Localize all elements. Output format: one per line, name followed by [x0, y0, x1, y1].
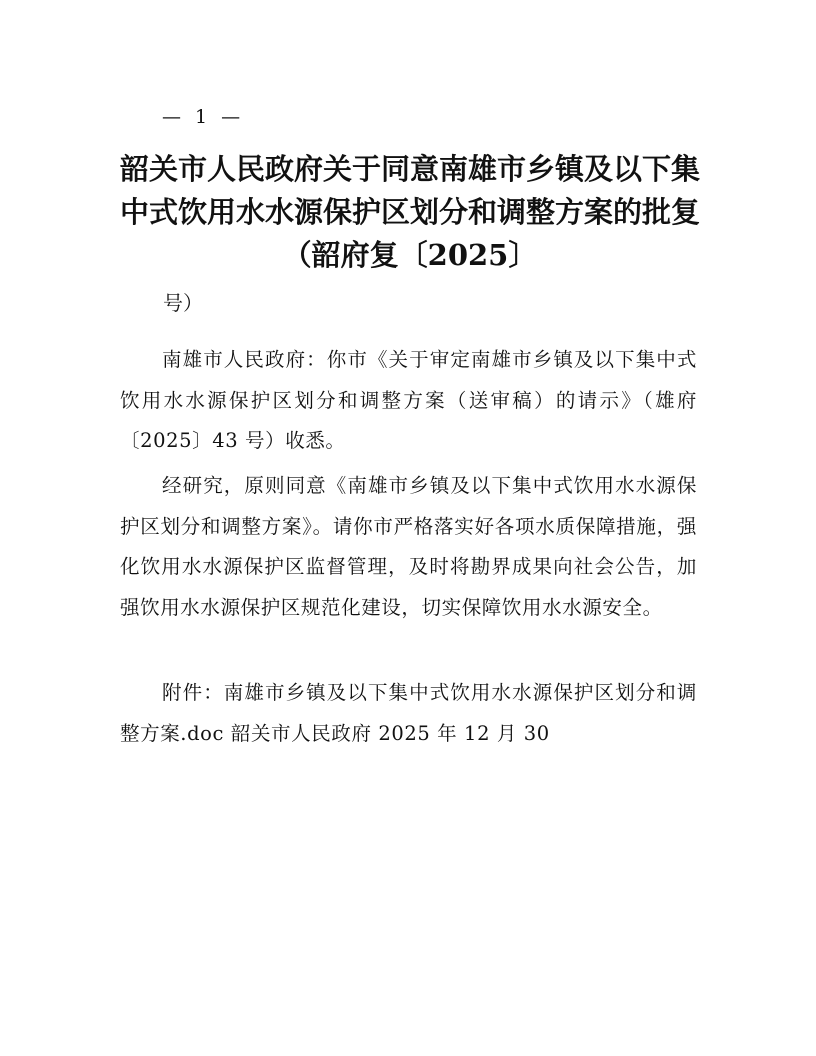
paragraph-attachment: 附件：南雄市乡镇及以下集中式饮用水水源保护区划分和调整方案.doc 韶关市人民政府 2025 年 12 月 30: [120, 681, 697, 745]
title-continuation: 号）: [163, 291, 203, 315]
paragraph-approval: 经研究，原则同意《南雄市乡镇及以下集中式饮用水水源保护区划分和调整方案》。请你市严格落实好各项水质保障措施，强化饮用水水源保护区监督管理，及时将勘界成果向社会公告，加强饮用水水源保护区规范化建设，切实保障饮用水水源安全。: [120, 474, 697, 619]
paragraph-addressee: 南雄市人民政府：你市《关于审定南雄市乡镇及以下集中式饮用水水源保护区划分和调整方案（送审稿）的请示》（雄府〔2025〕43 号）收悉。: [120, 348, 697, 452]
document-title: 韶关市人民政府关于同意南雄市乡镇及以下集中式饮用水水源保护区划分和调整方案的批复（韶府复〔2025〕: [120, 152, 701, 272]
page-number: — 1 —: [162, 106, 245, 128]
